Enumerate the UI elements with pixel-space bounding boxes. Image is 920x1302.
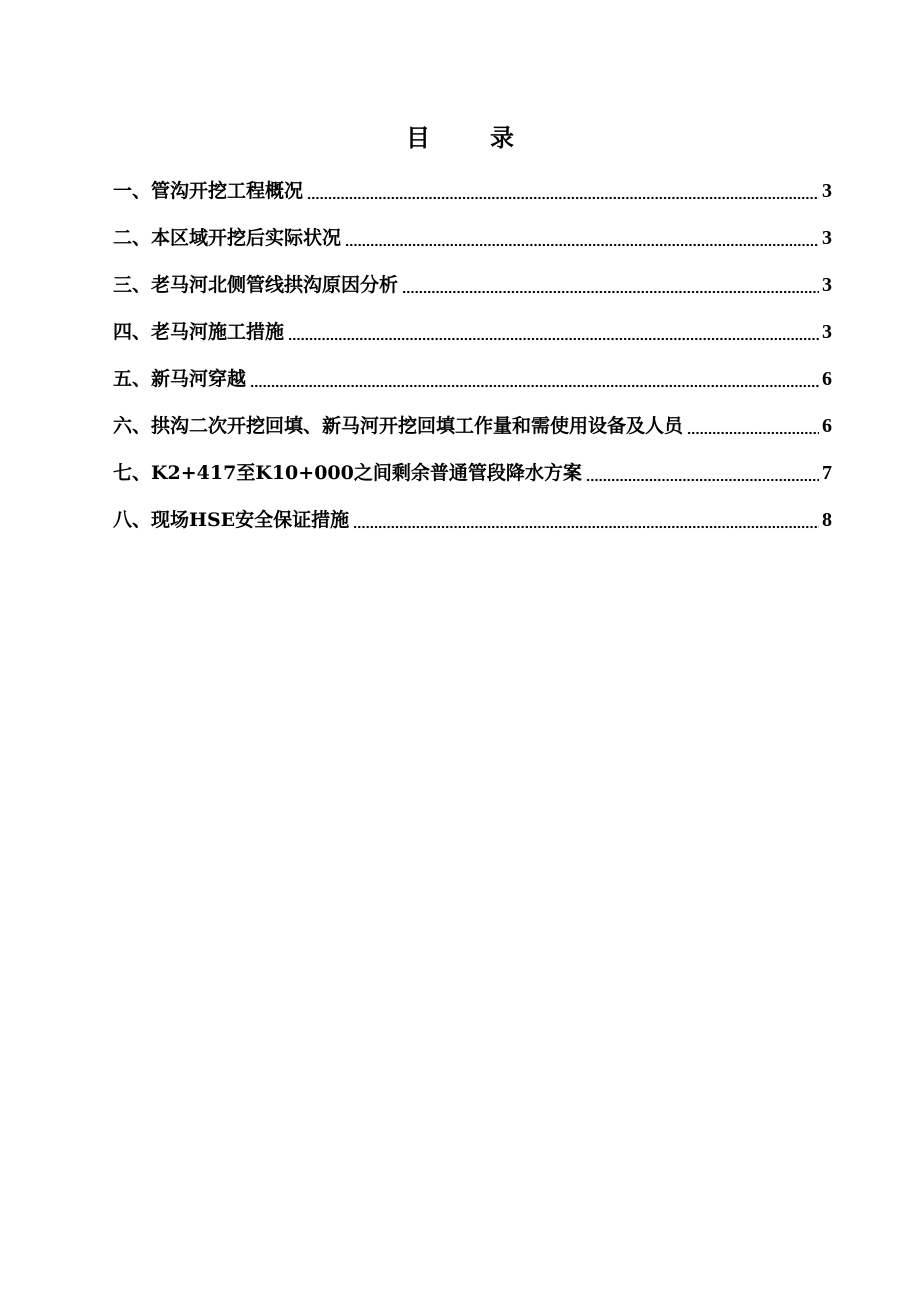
- toc-entry[interactable]: [113, 162, 832, 209]
- toc-entry-label: 四、老马河施工措施: [113, 321, 285, 343]
- toc-entry[interactable]: [113, 209, 832, 256]
- toc-entry-label: 一、管沟开挖工程概况: [113, 180, 304, 202]
- toc-title-left: 目: [406, 123, 430, 152]
- toc-entry-page: 7: [822, 462, 832, 484]
- toc-entry-label: 三、老马河北侧管线拱沟原因分析: [113, 274, 399, 296]
- dot-leader: [288, 337, 819, 341]
- toc-title: [0, 118, 920, 158]
- dot-leader: [345, 243, 819, 247]
- toc-entry-label: 八、现场HSE安全保证措施: [113, 509, 350, 531]
- dot-leader: [307, 196, 819, 200]
- toc-entry[interactable]: [113, 491, 832, 538]
- toc-entry[interactable]: [113, 350, 832, 397]
- toc-entry-label: 七、K2+417至K10+000之间剩余普通管段降水方案: [113, 462, 582, 484]
- dot-leader: [586, 478, 819, 482]
- toc-entry-page: 3: [822, 227, 832, 249]
- toc-entry-label: 二、本区域开挖后实际状况: [113, 227, 342, 249]
- dot-leader: [353, 525, 819, 529]
- dot-leader: [250, 384, 819, 388]
- toc-entry-page: 3: [822, 180, 832, 202]
- toc-entry[interactable]: [113, 303, 832, 350]
- toc-entry-label: 五、新马河穿越: [113, 368, 247, 390]
- toc-list: [113, 162, 832, 538]
- toc-entry-page: 6: [822, 368, 832, 390]
- toc-entry-label: 六、拱沟二次开挖回填、新马河开挖回填工作量和需使用设备及人员: [113, 415, 684, 437]
- dot-leader: [687, 431, 819, 435]
- dot-leader: [402, 290, 819, 294]
- toc-entry[interactable]: [113, 397, 832, 444]
- toc-entry-page: 8: [822, 509, 832, 531]
- toc-entry[interactable]: [113, 444, 832, 491]
- toc-entry-page: 3: [822, 321, 832, 343]
- toc-entry[interactable]: [113, 256, 832, 303]
- toc-entry-page: 6: [822, 415, 832, 437]
- toc-title-right: 录: [490, 123, 514, 152]
- toc-entry-page: 3: [822, 274, 832, 296]
